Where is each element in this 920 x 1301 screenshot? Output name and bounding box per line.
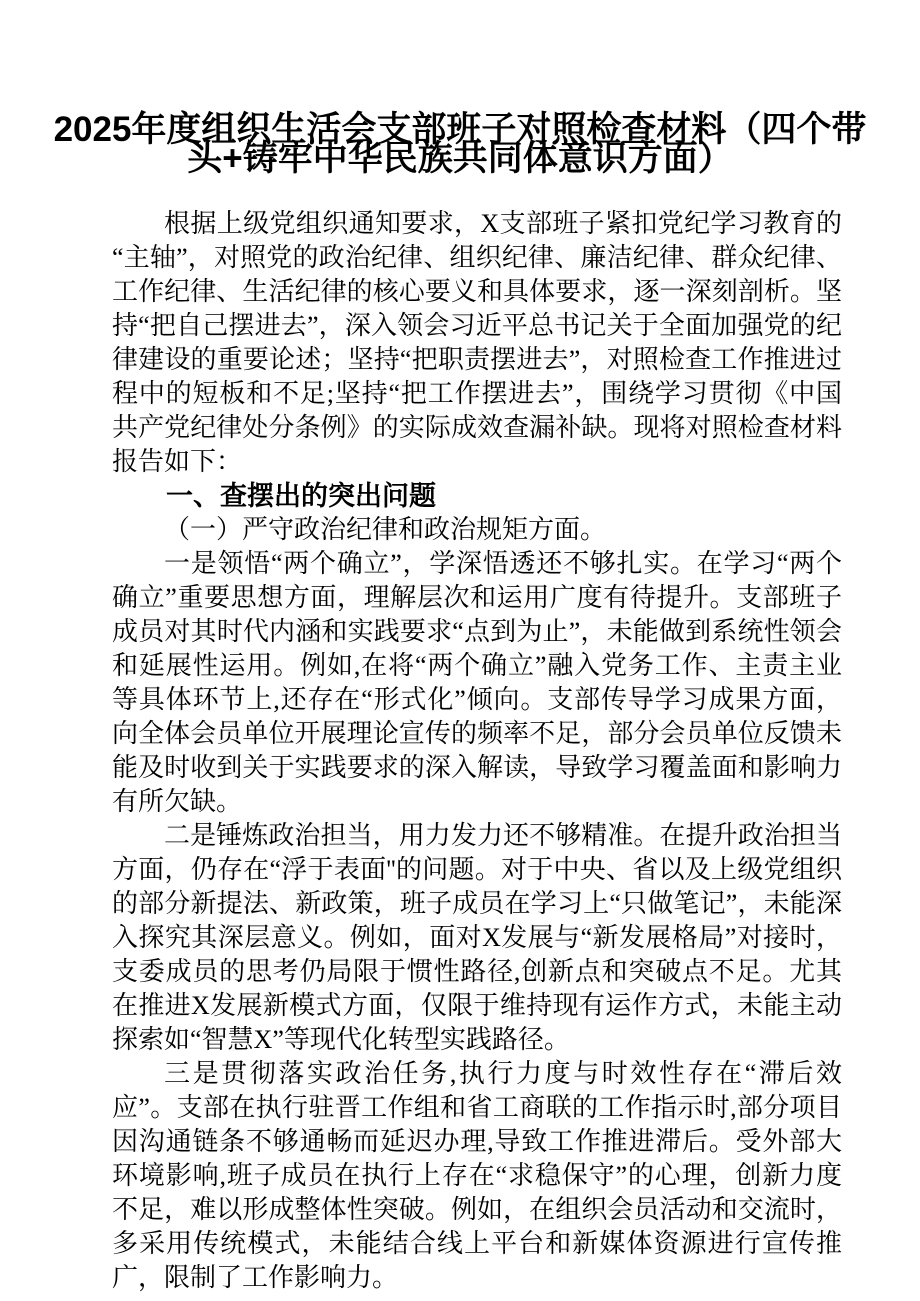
paragraph-point-1: 一是领悟“两个确立”，学深悟透还不够扎实。在学习“两个确立”重要思想方面，理解层次和运用广度有待提升。支部班子成员对其时代内涵和实践要求“点到为止”，未能做到系统性领会和延展性运用。例如,在将“两个确立”融入党务工作、主责主业等具体环节上,还存在“形式化”倾向。支部传导学习成果方面，向全体会员单位开展理论宣传的频率不足，部分会员单位反馈未能及时收到关于实践要求的深入解读，导致学习覆盖面和影响力有所欠缺。 [112,549,842,816]
document-title: 2025年度组织生活会支部班子对照检查材料（四个带头+铸牢中华民族共同体意识方面） [53,110,867,178]
heading-section-problems: 一、查摆出的突出问题 [166,481,436,511]
paragraph-point-2: 二是锤炼政治担当，用力发力还不够精准。在提升政治担当方面，仍存在“浮于表面''的问题。对于中央、省以及上级党组织的部分新提法、新政策，班子成员在学习上“只做笔记”，未能深入探究其深层意义。例如，面对X发展与“新发展格局”对接时，支委成员的思考仍局限于惯性路径,创新点和突破点不足。尤其在推进X发展新模式方面，仅限于维持现有运作方式，未能主动探索如“智慧X”等现代化转型实践路径。 [112,821,842,1054]
document-body [112,207,842,1295]
paragraph-point-3: 三是贯彻落实政治任务,执行力度与时效性存在“滞后效应”。支部在执行驻晋工作组和省工商联的工作指示时,部分项目因沟通链条不够通畅而延迟办理,导致工作推进滞后。受外部大环境影响,班子成员在执行上存在“求稳保守”的心理，创新力度不足，难以形成整体性突破。例如，在组织会员活动和交流时，多采用传统模式，未能结合线上平台和新媒体资源进行宣传推广，限制了工作影响力。 [112,1059,842,1292]
paragraph-intro: 根据上级党组织通知要求，X支部班子紧扣党纪学习教育的“主轴”，对照党的政治纪律、组织纪律、廉洁纪律、群众纪律、工作纪律、生活纪律的核心要义和具体要求，逐一深刻剖析。坚持“把自己摆进去”，深入领会习近平总书记关于全面加强党的纪律建设的重要论述；坚持“把职责摆进去”，对照检查工作推进过程中的短板和不足;坚持“把工作摆进去”，围绕学习贯彻《中国共产党纪律处分条例》的实际成效查漏补缺。现将对照检查材料报告如下： [112,209,842,476]
heading-sub-political-discipline: （一）严守政治纪律和政治规矩方面。 [164,515,607,544]
